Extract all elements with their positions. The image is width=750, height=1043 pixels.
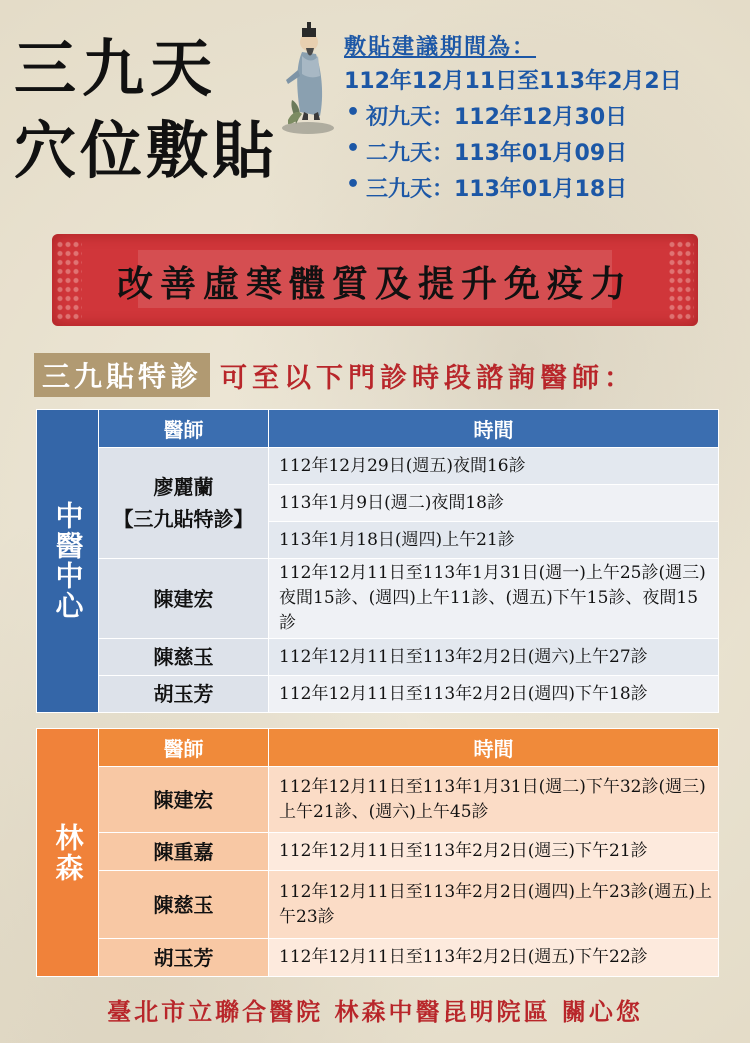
dates-lead: 敷貼建議期間為：: [344, 35, 537, 60]
doctor-name: 陳重嘉: [99, 833, 269, 871]
subheading-text: 可至以下門診時段諮詢醫師：: [220, 362, 637, 394]
doctor-note: 【三九貼特診】: [113, 507, 254, 531]
column-header-doctor: 醫師: [99, 410, 269, 448]
table-row: [37, 676, 719, 713]
time-cell: 112年12月11日至113年2月2日(週六)上午27診: [269, 639, 719, 676]
dates-panel: [344, 30, 744, 208]
title-line-2: 穴位敷貼: [14, 114, 279, 187]
doctor-name: 陳建宏: [99, 559, 269, 639]
date-item-2: • 二九天：113年01月09日: [344, 136, 744, 172]
doctor-name: 陳慈玉: [99, 639, 269, 676]
date-item-3: • 三九天：113年01月18日: [344, 172, 744, 208]
table-row: [37, 871, 719, 939]
column-header-doctor: 醫師: [99, 729, 269, 767]
table-row: [37, 448, 719, 485]
time-cell: 113年1月18日(週四)上午21診: [269, 522, 719, 559]
footer-text: 臺北市立聯合醫院 林森中醫昆明院區 關心您: [107, 997, 643, 1026]
section-label: 中醫中心: [37, 410, 99, 713]
table-row: [37, 559, 719, 639]
doctor-name: 陳慈玉: [99, 871, 269, 939]
doctor-name: 陳建宏: [99, 767, 269, 833]
dates-period: 112年12月11日至113年2月2日: [344, 69, 682, 94]
section-label: 林森: [37, 729, 99, 977]
title-line-1: 三九天: [14, 32, 219, 105]
table-row: [37, 939, 719, 977]
table-row: [37, 833, 719, 871]
doctor-cell: [99, 448, 269, 559]
subheading-tag: 三九貼特診: [34, 353, 210, 397]
time-cell: 112年12月11日至113年1月31日(週二)下午32診(週三)上午21診、(週六)上午45診: [269, 767, 719, 833]
time-cell: 112年12月11日至113年1月31日(週一)上午25診(週三)夜間15診、(週四)上午11診、(週五)下午15診、夜間15診: [269, 559, 719, 639]
schedule-table-center: [36, 409, 719, 713]
time-cell: 112年12月29日(週五)夜間16診: [269, 448, 719, 485]
slogan-banner: [52, 234, 698, 326]
doctor-name: 胡玉芳: [99, 676, 269, 713]
schedule-table-linsen: [36, 728, 719, 977]
time-cell: 112年12月11日至113年2月2日(週四)上午23診(週五)上午23診: [269, 871, 719, 939]
column-header-time: 時間: [269, 410, 719, 448]
subheading: [34, 354, 636, 396]
time-cell: 113年1月9日(週二)夜間18診: [269, 485, 719, 522]
time-cell: 112年12月11日至113年2月2日(週三)下午21診: [269, 833, 719, 871]
table-row: [37, 767, 719, 833]
sage-figure-icon: [278, 16, 340, 136]
column-header-time: 時間: [269, 729, 719, 767]
time-cell: 112年12月11日至113年2月2日(週五)下午22診: [269, 939, 719, 977]
slogan-text: 改善虛寒體質及提升免疫力: [116, 263, 633, 305]
date-item-1: • 初九天：112年12月30日: [344, 100, 744, 136]
table-row: [37, 639, 719, 676]
doctor-name: 廖麗蘭: [153, 475, 214, 499]
time-cell: 112年12月11日至113年2月2日(週四)下午18診: [269, 676, 719, 713]
doctor-name: 胡玉芳: [99, 939, 269, 977]
page-title: [14, 28, 278, 192]
